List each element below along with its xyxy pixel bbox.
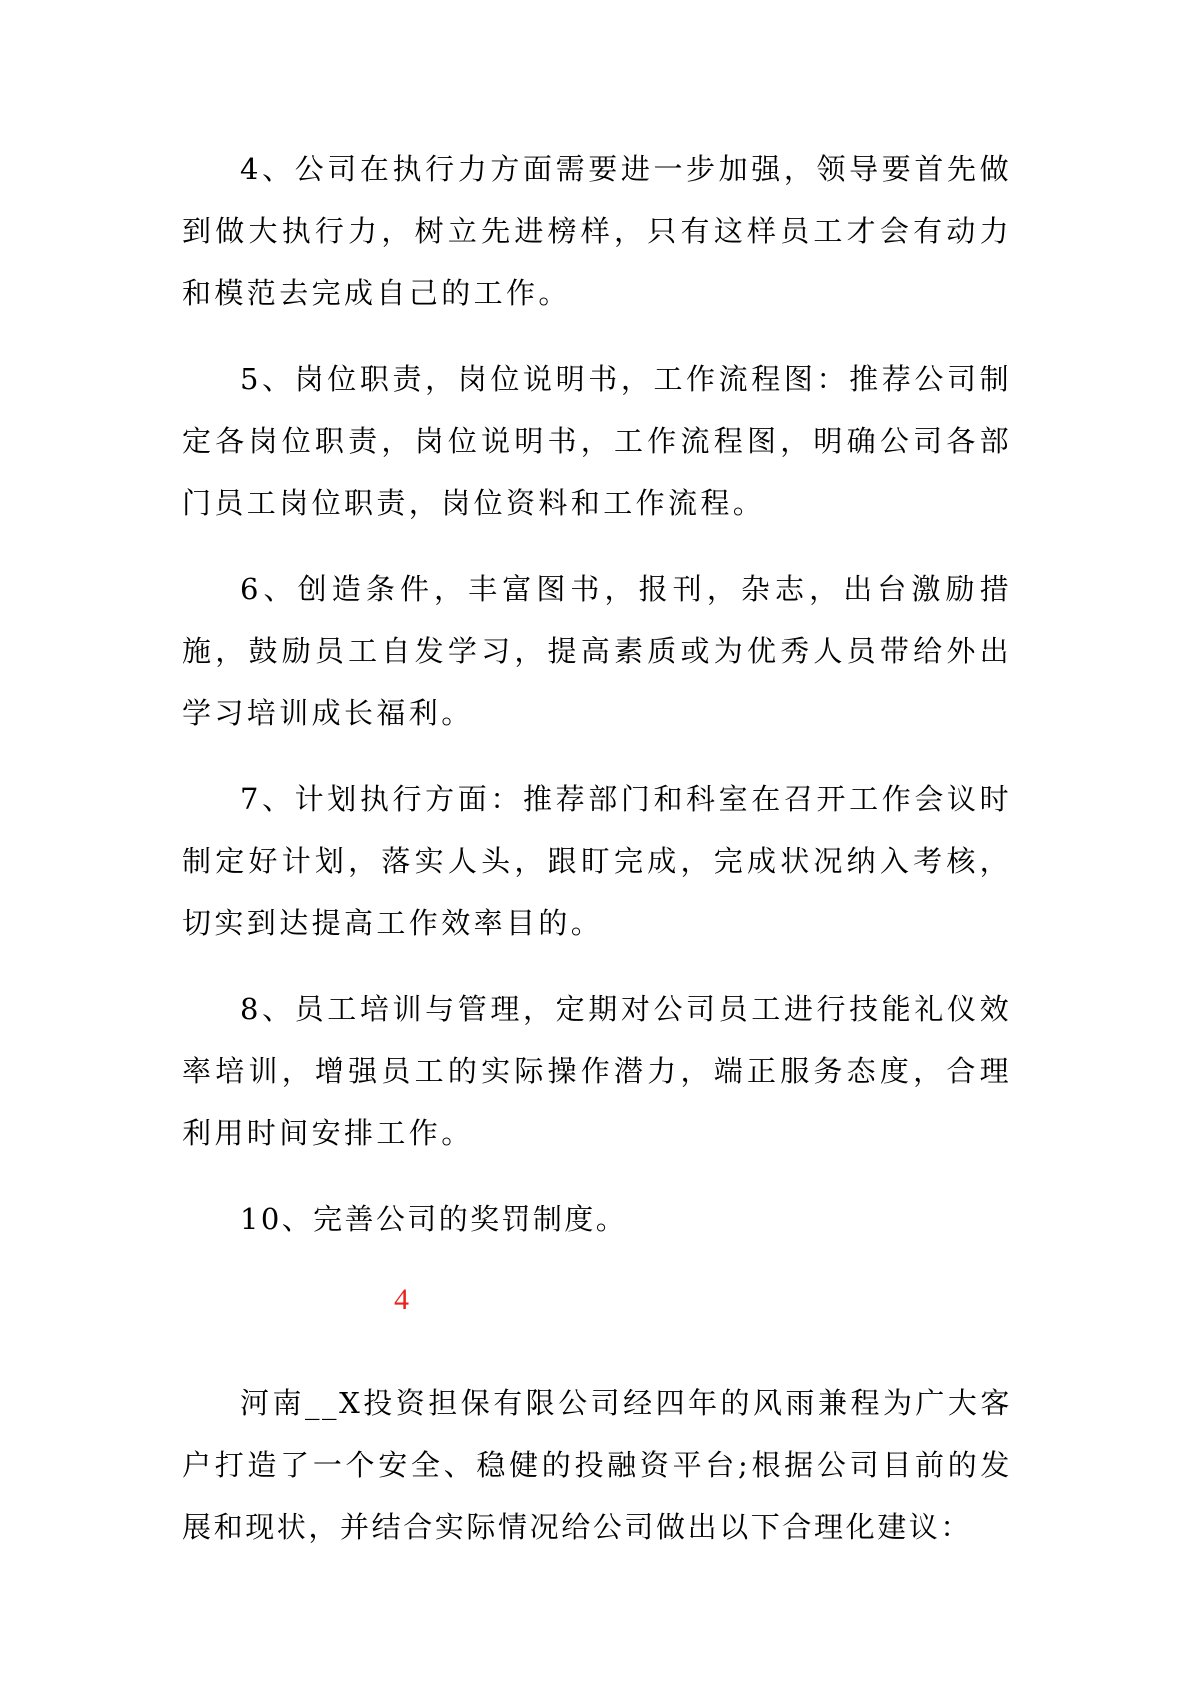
- paragraph-item-8: 8、员工培训与管理，定期对公司员工进行技能礼仪效率培训，增强员工的实际操作潜力，端正服务态度，合理利用时间安排工作。: [182, 992, 1012, 1150]
- section-number-marker: 4: [394, 1283, 409, 1316]
- paragraph-item-4: 4、公司在执行力方面需要进一步加强，领导要首先做到做大执行力，树立先进榜样，只有这样员工才会有动力和模范去完成自己的工作。: [182, 152, 1012, 310]
- paragraph-item-7: 7、计划执行方面：推荐部门和科室在召开工作会议时制定好计划，落实人头，跟盯完成，完成状况纳入考核，切实到达提高工作效率目的。: [182, 782, 1012, 940]
- paragraph-item-5: 5、岗位职责，岗位说明书，工作流程图：推荐公司制定各岗位职责，岗位说明书，工作流程图，明确公司各部门员工岗位职责，岗位资料和工作流程。: [182, 362, 1012, 520]
- paragraph-item-6: 6、创造条件，丰富图书，报刊，杂志，出台激励措施，鼓励员工自发学习，提高素质或为优秀人员带给外出学习培训成长福利。: [182, 572, 1012, 730]
- intro-paragraph: 河南__X投资担保有限公司经四年的风雨兼程为广大客户打造了一个安全、稳健的投融资平台;根据公司目前的发展和现状，并结合实际情况给公司做出以下合理化建议：: [182, 1386, 1012, 1544]
- paragraph-item-10: 10、完善公司的奖罚制度。: [240, 1202, 628, 1236]
